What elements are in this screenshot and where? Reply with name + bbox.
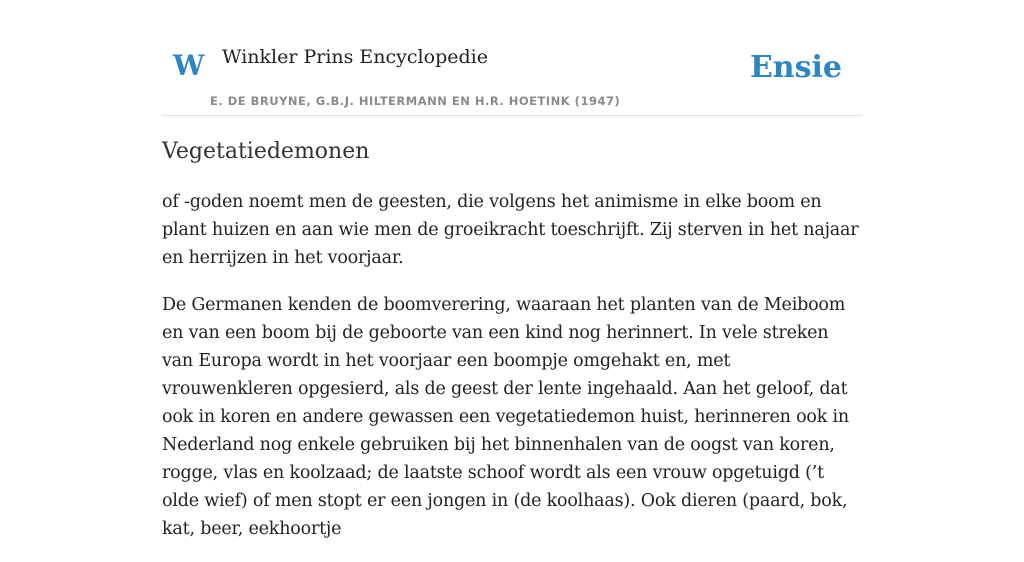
ensie-brand-logo[interactable]: Ensie: [749, 50, 842, 85]
article: [162, 138, 862, 562]
article-paragraph: of -goden noemt men de geesten, die volgens het animisme in elke boom en plant huizen en aan wie men de groeikracht toeschrijft. Zij sterven in het najaar en herrijzen in het voorjaar.: [162, 191, 859, 268]
article-title: Vegetatiedemonen: [162, 139, 370, 164]
article-paragraph: De Germanen kenden de boomverering, waaraan het planten van de Meiboom en van een boom bij de geboorte van een kind nog herinnert. In vele streken van Europa wordt in het voorjaar een boompje omgehakt en, met vrouwenkleren opgesierd, als de geest der lente ingehaald. Aan het geloof, dat ook in koren en andere gewassen een vegetatiedemon huist, herinneren ook in Nederland nog enkele gebruiken bij het binnenhalen van de oogst van koren, rogge, vlas en koolzaad; de laatste schoof wordt als een vrouw opgetuigd (’t olde wief) of men stopt er een jongen in (de koolhaas). Ook dieren (paard, bok, kat, beer, eekhoortje: [162, 294, 849, 539]
authors-line: E. DE BRUYNE, G.B.J. HILTERMANN EN H.R. HOETINK (1947): [210, 94, 621, 108]
header: [162, 40, 862, 116]
winkler-prins-logo[interactable]: W: [173, 49, 205, 82]
encyclopedia-title[interactable]: Winkler Prins Encyclopedie: [222, 46, 488, 68]
